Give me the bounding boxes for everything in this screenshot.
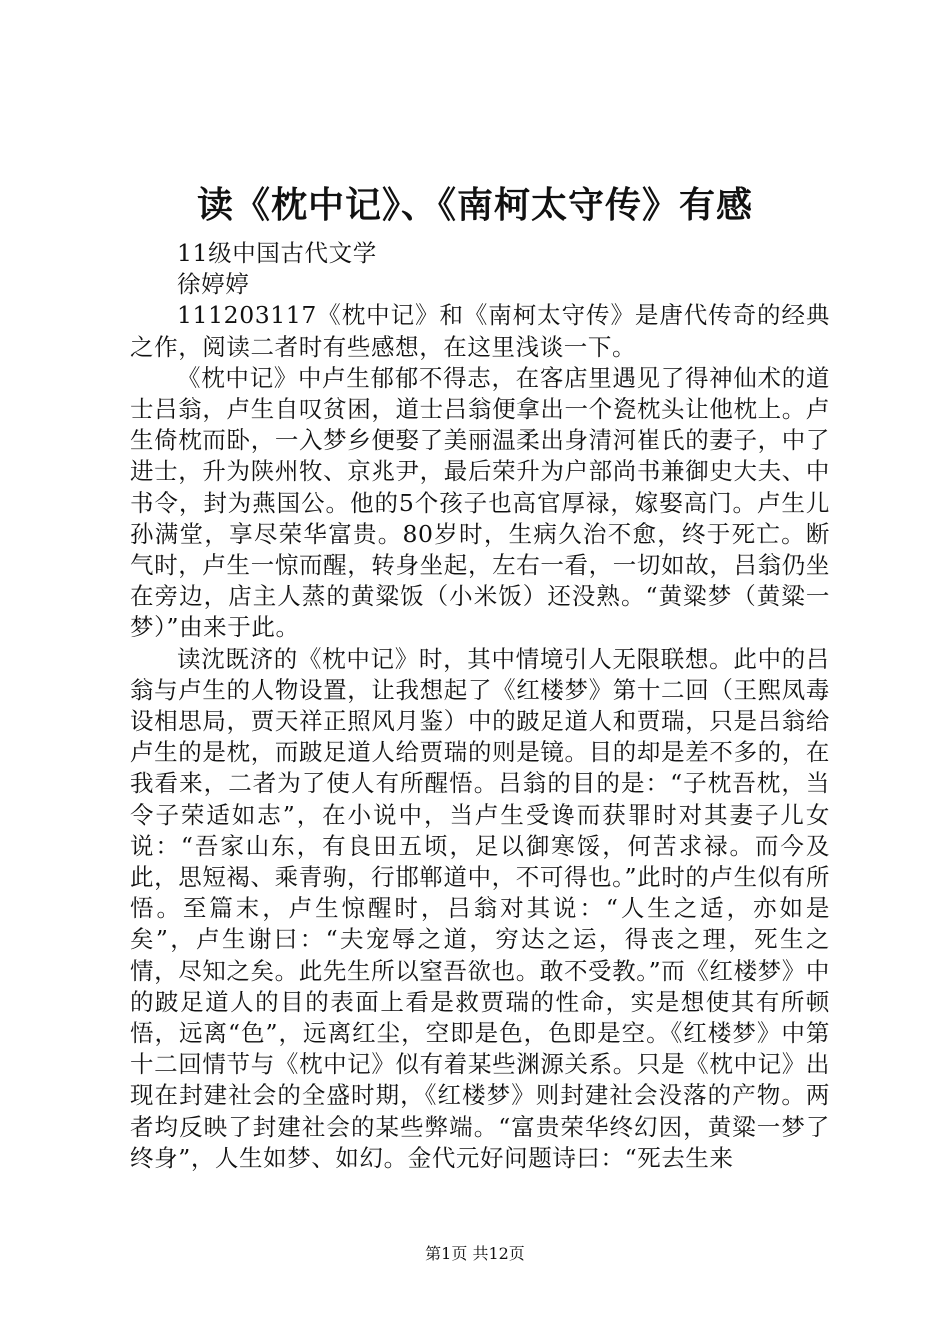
author-name: 徐婷婷 xyxy=(177,270,250,299)
paragraph-analysis: 读沈既济的《枕中记》时，其中情境引人无限联想。此中的吕翁与卢生的人物设置，让我想起了《红楼梦》第十二回（王熙凤毒设相思局，贾天祥正照风月鉴）中的跛足道人和贾瑞，只是吕翁给卢生的是枕，而跛足道人给贾瑞的则是镜。目的却是差不多的，在我看来，二者为了使人有所醒悟。吕翁的目的是：“子枕吾枕，当令子荣适如志”，在小说中，当卢生受谗而获罪时对其妻子儿女说：“吾家山东，有良田五顷，足以御寒馁，何苦求禄。而今及此，思短褐、乘青驹，行邯郸道中，不可得也。”此时的卢生似有所悟。至篇末，卢生惊醒时，吕翁对其说：“人生之适，亦如是矣”，卢生谢曰：“夫宠辱之道，穷达之运，得丧之理，死生之情，尽知之矣。此先生所以窒吾欲也。敢不受教。”而《红楼梦》中的跛足道人的目的表面上看是救贾瑞的性命，实是想使其有所顿悟，远离“色”，远离红尘，空即是色，色即是空。《红楼梦》中第十二回情节与《枕中记》似有着某些渊源关系。只是《枕中记》出现在封建社会的全盛时期，《红楼梦》则封建社会没落的产物。两者均反映了封建社会的某些弊端。“富贵荣华终幻因，黄粱一梦了终身”，人生如梦、如幻。金代元好问题诗曰：“死去生来 xyxy=(130,644,830,1172)
page-footer: 第1页 共12页 xyxy=(425,1244,525,1263)
paragraph-summary: 《枕中记》中卢生郁郁不得志，在客店里遇见了得神仙术的道士吕翁，卢生自叹贫困，道士吕翁便拿出一个瓷枕头让他枕上。卢生倚枕而卧，一入梦乡便娶了美丽温柔出身清河崔氏的妻子，中了进士，升为陕州牧、京兆尹，最后荣升为户部尚书兼御史大夫、中书令，封为燕国公。他的5个孩子也高官厚禄，嫁娶高门。卢生儿孙满堂，享尽荣华富贵。80岁时，生病久治不愈，终于死亡。断气时，卢生一惊而醒，转身坐起，左右一看，一切如故，吕翁仍坐在旁边，店主人蒸的黄粱饭（小米饭）还没熟。“黄粱梦（黄粱一梦）”由来于此。 xyxy=(130,363,830,642)
document-body xyxy=(130,238,830,1174)
document-title: 读《枕中记》、《南柯太守传》有感 xyxy=(196,184,753,226)
class-line: 11级中国古代文学 xyxy=(177,239,377,267)
paragraph-intro: 111203117《枕中记》和《南柯太守传》是唐代传奇的经典之作，阅读二者时有些感想，在这里浅谈一下。 xyxy=(130,301,830,361)
